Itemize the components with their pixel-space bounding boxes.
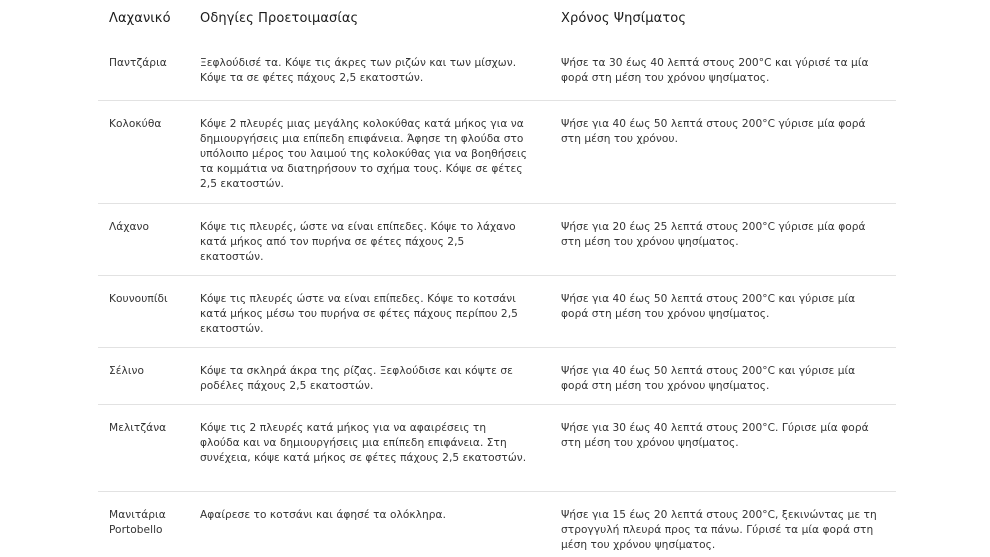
instructions-cell: Κόψε τις πλευρές, ώστε να είναι επίπεδες. Κόψε το λάχανο κατά μήκος από τον πυρήνα σε φέτες πάχους 2,5 εκατοστών. xyxy=(200,221,516,263)
vegetable-cell: Σέλινο xyxy=(109,365,144,377)
time-cell: Ψήσε για 20 έως 25 λεπτά στους 200°C γύρισε μία φορά στη μέση του χρόνου ψησίματος. xyxy=(561,221,866,248)
instructions-cell: Κόψε τις 2 πλευρές κατά μήκος για να αφαιρέσεις τη φλούδα και να δημιουργήσεις μια επίπεδη επιφάνεια. Στη συνέχεια, κόψε κατά μήκος σε φέτες πάχους 2,5 εκατοστών. xyxy=(200,422,527,464)
instructions-cell: Αφαίρεσε το κοτσάνι και άφησέ τα ολόκληρα. xyxy=(200,509,446,521)
instructions-cell: Κόψε τις πλευρές ώστε να είναι επίπεδες. Κόψε το κοτσάνι κατά μήκος μέσω του πυρήνα σε φέτες πάχους περίπου 2,5 εκατοστών. xyxy=(200,293,518,335)
table-header xyxy=(98,0,896,40)
vegetable-cell: Κολοκύθα xyxy=(109,118,162,130)
instructions-cell: Ξεφλούδισέ τα. Κόψε τις άκρες των ριζών και των μίσχων. Κόψε τα σε φέτες πάχους 2,5 εκατοστών. xyxy=(200,57,517,84)
time-cell: Ψήσε για 40 έως 50 λεπτά στους 200°C γύρισε μία φορά στη μέση του χρόνου. xyxy=(561,118,866,145)
vegetable-cell: Λάχανο xyxy=(109,221,150,233)
time-cell: Ψήσε τα 30 έως 40 λεπτά στους 200°C και γύρισέ τα μία φορά στη μέση του χρόνου ψησίματος. xyxy=(561,57,869,84)
vegetable-cell: Μανιτάρια Portobello xyxy=(109,509,166,536)
instructions-cell: Κόψε 2 πλευρές μιας μεγάλης κολοκύθας κατά μήκος για να δημιουργήσεις μια επίπεδη επιφάνεια. Άφησε τη φλούδα στο υπόλοιπο μέρος του λαιμού της κολοκύθας για να βοηθήσεις τα κομμάτια να διατηρήσουν το σχήμα τους. Κόψε σε φέτες 2,5 εκατοστών. xyxy=(200,118,527,190)
header-time: Χρόνος Ψησίματος xyxy=(561,11,687,26)
header-vegetable: Λαχανικό xyxy=(109,11,171,26)
time-cell: Ψήσε για 40 έως 50 λεπτά στους 200°C και γύρισε μία φορά στη μέση του χρόνου ψησίματος. xyxy=(561,365,856,392)
vegetable-cell: Παντζάρια xyxy=(109,57,167,69)
time-cell: Ψήσε για 40 έως 50 λεπτά στους 200°C και γύρισε μία φορά στη μέση του χρόνου ψησίματος. xyxy=(561,293,856,320)
roasting-table xyxy=(98,0,896,557)
header-instructions: Οδηγίες Προετοιμασίας xyxy=(200,11,359,26)
table-row xyxy=(98,40,896,101)
table-row xyxy=(98,492,896,557)
table-row xyxy=(98,348,896,405)
table-row xyxy=(98,101,896,204)
time-cell: Ψήσε για 15 έως 20 λεπτά στους 200°C, ξεκινώντας με τη στρογγυλή πλευρά προς τα πάνω. Γύρισέ τα μία φορά στη μέση του χρόνου ψησίματος. xyxy=(561,509,877,551)
vegetable-cell: Μελιτζάνα xyxy=(109,422,167,434)
table-row xyxy=(98,405,896,492)
vegetable-cell: Κουνουπίδι xyxy=(109,293,168,305)
table-row xyxy=(98,204,896,276)
time-cell: Ψήσε για 30 έως 40 λεπτά στους 200°C. Γύρισε μία φορά στη μέση του χρόνου ψησίματος. xyxy=(561,422,869,449)
instructions-cell: Κόψε τα σκληρά άκρα της ρίζας. Ξεφλούδισε και κόψτε σε ροδέλες πάχους 2,5 εκατοστών. xyxy=(200,365,513,392)
table-row xyxy=(98,276,896,348)
